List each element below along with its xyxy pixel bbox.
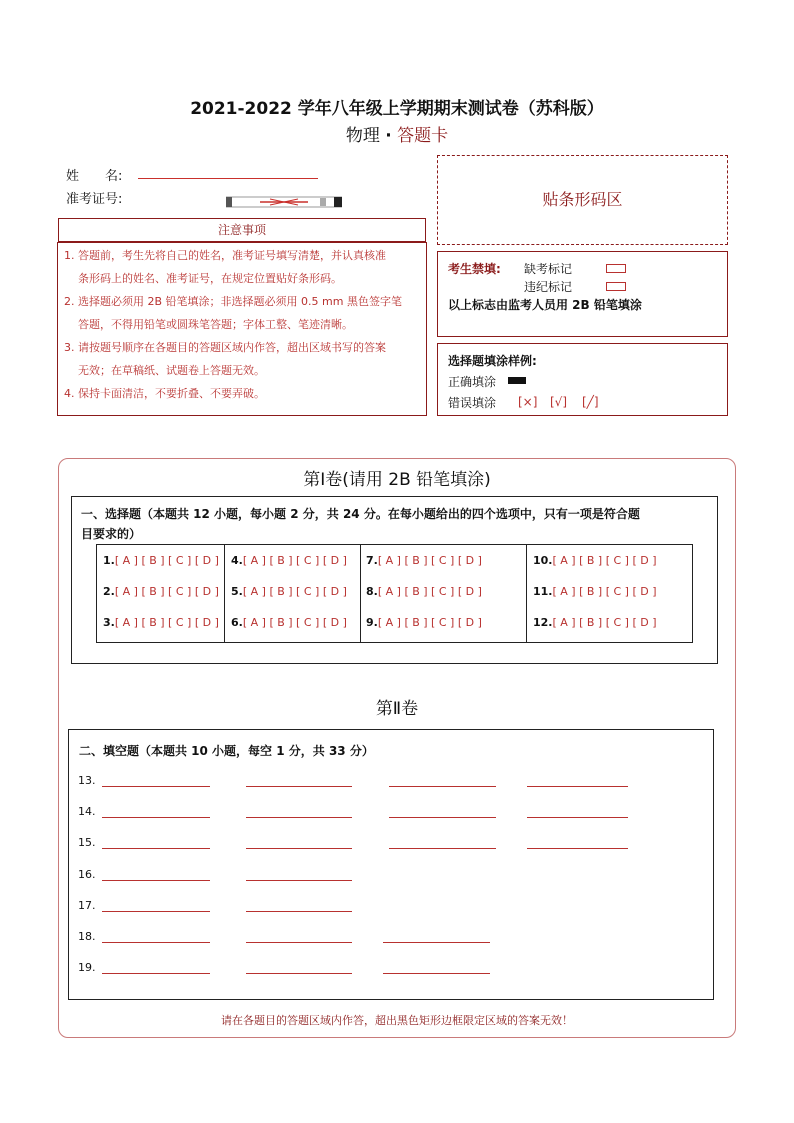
wrong-mark-check: [√] <box>550 395 568 409</box>
fill-blank-line[interactable] <box>389 817 496 818</box>
fill-blank-line[interactable] <box>383 942 490 943</box>
fill-question-number: 19. <box>78 961 96 975</box>
fill-blank-line[interactable] <box>246 942 352 943</box>
note-1: 1. 答题前，考生先将自己的姓名，准考证号填写清楚，并认真核准 <box>64 249 386 262</box>
fill-question-number: 13. <box>78 774 96 787</box>
choice-q8[interactable]: 8.[ A ] [ B ] [ C ] [ D ] <box>366 585 482 598</box>
part1-title: 第Ⅰ卷(请用 2B 铅笔填涂) <box>303 470 491 490</box>
fill-question-number: 15. <box>78 836 96 850</box>
fill-blank-line[interactable] <box>102 880 210 881</box>
fill-question-number: 17. <box>78 898 96 912</box>
choice-q2[interactable]: 2.[ A ] [ B ] [ C ] [ D ] <box>103 585 219 598</box>
absent-label: 缺考标记 <box>524 262 573 276</box>
choice-q11[interactable]: 11.[ A ] [ B ] [ C ] [ D ] <box>533 585 657 598</box>
choice-grid <box>96 544 693 643</box>
page-title: 2021-2022 学年八年级上学期期末测试卷（苏科版） <box>190 99 604 119</box>
fill-blank-line[interactable] <box>246 817 352 818</box>
note-1-cont: 条形码上的姓名、准考证号，在规定位置贴好条形码。 <box>78 272 342 285</box>
fill-blank-line[interactable] <box>527 817 628 818</box>
fill-question-number: 18. <box>78 930 96 943</box>
forbidden-label: 考生禁填: <box>448 262 501 276</box>
wrong-label: 错误填涂 <box>448 396 497 410</box>
fill-section <box>68 729 714 1000</box>
fill-blank-line[interactable] <box>389 848 496 849</box>
exam-id-barcode-icon <box>226 193 342 205</box>
choice-q9[interactable]: 9.[ A ] [ B ] [ C ] [ D ] <box>366 616 482 629</box>
exam-id-label: 准考证号: <box>66 192 123 207</box>
fill-blank-line[interactable] <box>527 848 628 849</box>
violation-label: 违纪标记 <box>524 280 573 294</box>
subject-label: 物理 <box>345 126 380 146</box>
correct-label: 正确填涂 <box>448 375 497 389</box>
fill-blank-line[interactable] <box>246 911 352 912</box>
forbidden-box <box>437 251 728 337</box>
footer-warning: 请在各题目的答题区域内作答，超出黑色矩形边框限定区域的答案无效！ <box>221 1014 573 1027</box>
choice-q12[interactable]: 12.[ A ] [ B ] [ C ] [ D ] <box>533 616 657 629</box>
choice-q7[interactable]: 7.[ A ] [ B ] [ C ] [ D ] <box>366 554 482 567</box>
violation-mark[interactable] <box>606 282 626 291</box>
notes-box <box>57 242 427 416</box>
choice-section-title-cont: 目要求的） <box>81 527 142 541</box>
fill-blank-line[interactable] <box>102 848 210 849</box>
fill-blank-line[interactable] <box>246 848 352 849</box>
answer-card-label: 答题卡 <box>397 126 449 146</box>
correct-mark-icon <box>508 377 526 384</box>
barcode-area: 贴条形码区 <box>437 155 728 245</box>
sample-title: 选择题填涂样例: <box>448 354 537 368</box>
choice-q6[interactable]: 6.[ A ] [ B ] [ C ] [ D ] <box>231 616 347 629</box>
fill-blank-line[interactable] <box>246 880 352 881</box>
fill-blank-line[interactable] <box>527 786 628 787</box>
fill-question-number: 16. <box>78 867 96 881</box>
choice-q3[interactable]: 3.[ A ] [ B ] [ C ] [ D ] <box>103 616 219 629</box>
choice-section-title: 一、选择题（本题共 12 小题，每小题 2 分，共 24 分。在每小题给出的四个选项中，只有一项是符合题 <box>81 507 640 521</box>
note-2: 2. 选择题必须用 2B 铅笔填涂；非选择题必须用 0.5 mm 黑色签字笔 <box>64 295 402 308</box>
fill-blank-line[interactable] <box>102 817 210 818</box>
choice-q4[interactable]: 4.[ A ] [ B ] [ C ] [ D ] <box>231 554 347 567</box>
fill-blank-line[interactable] <box>102 911 210 912</box>
name-label: 姓 名: <box>66 169 123 184</box>
fill-blank-line[interactable] <box>389 786 496 787</box>
page-subtitle <box>0 121 794 146</box>
subtitle-dot: · <box>385 126 392 146</box>
sample-box <box>437 343 728 416</box>
fill-blank-line[interactable] <box>102 973 210 974</box>
forbidden-note: 以上标志由监考人员用 2B 铅笔填涂 <box>448 298 642 312</box>
wrong-mark-x: [×] <box>518 395 538 409</box>
fill-blank-line[interactable] <box>102 942 210 943</box>
fill-question-number: 14. <box>78 805 96 819</box>
part2-title: 第Ⅱ卷 <box>375 699 419 719</box>
name-field[interactable] <box>138 178 318 179</box>
choice-q10[interactable]: 10.[ A ] [ B ] [ C ] [ D ] <box>533 554 657 567</box>
choice-q5[interactable]: 5.[ A ] [ B ] [ C ] [ D ] <box>231 585 347 598</box>
note-3-cont: 无效；在草稿纸、试题卷上答题无效。 <box>78 364 265 377</box>
fill-blank-line[interactable] <box>383 973 490 974</box>
wrong-mark-slash: [╱] <box>582 395 599 409</box>
fill-blank-line[interactable] <box>246 973 352 974</box>
fill-section-title: 二、填空题（本题共 10 小题，每空 1 分，共 33 分） <box>79 744 374 758</box>
note-3: 3. 请按题号顺序在各题目的答题区域内作答，超出区域书写的答案 <box>64 341 386 354</box>
notes-title: 注意事项 <box>58 218 426 242</box>
note-2-cont: 答题，不得用铅笔或圆珠笔答题；字体工整、笔迹清晰。 <box>78 318 353 331</box>
choice-q1[interactable]: 1.[ A ] [ B ] [ C ] [ D ] <box>103 554 219 567</box>
fill-blank-line[interactable] <box>102 786 210 787</box>
fill-blank-line[interactable] <box>246 786 352 787</box>
note-4: 4. 保持卡面清洁，不要折叠、不要弄破。 <box>64 387 265 400</box>
absent-mark[interactable] <box>606 264 626 273</box>
